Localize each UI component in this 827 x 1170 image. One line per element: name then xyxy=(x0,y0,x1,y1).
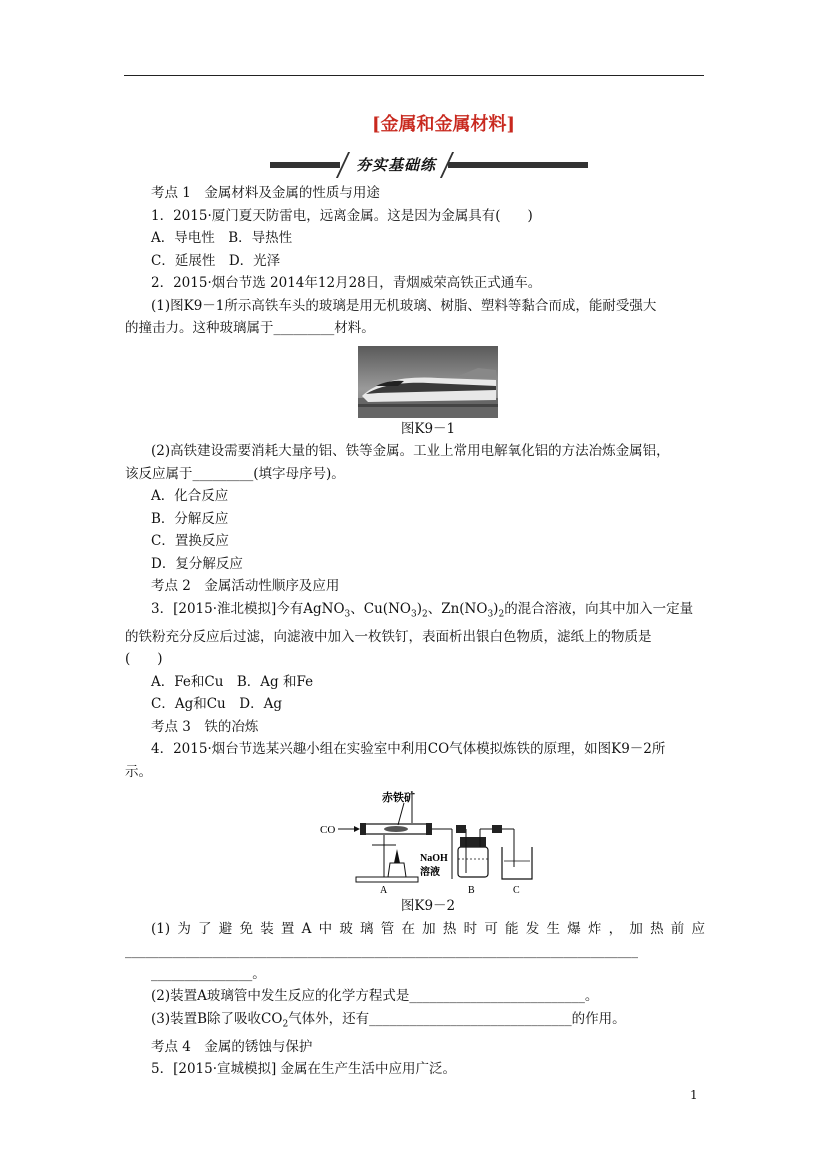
question-2-option-b: B．分解反应 xyxy=(151,510,229,527)
question-4-stem-line-1: 4．2015·烟台节选某兴趣小组在实验室中利用CO气体模拟炼铁的原理，如图K9－2所 xyxy=(151,741,666,758)
figure-k9-2-caption: 图K9－2 xyxy=(400,898,456,915)
question-3-stem: 3．[2015·淮北模拟]今有AgNO$_3$、$Cu(NO_3)_2$、$Zn(NO_3)_2$的混合溶液，向其中加入一定量 xyxy=(151,600,694,620)
section-heading-3: 考点 3 铁的冶炼 xyxy=(151,718,259,735)
banner-bar-left xyxy=(270,162,340,168)
question-2-part-2-line-2: 该反应属于_________(填字母序号)。 xyxy=(125,465,345,482)
question-4-part-1-line-1: (1)为了避免装置A中玻璃管在加热时可能发生爆炸，加热前应 xyxy=(151,920,705,937)
banner-label: 夯实基础练 xyxy=(355,156,436,174)
question-4-stem-line-2: 示。 xyxy=(125,763,152,780)
page-number: 1 xyxy=(690,1088,698,1102)
naoh-label: NaOH xyxy=(420,853,448,865)
section-heading-4: 考点 4 金属的锈蚀与保护 xyxy=(151,1038,313,1055)
question-2-option-a: A．化合反应 xyxy=(151,488,229,504)
question-5-stem: 5．[2015·宣城模拟] 金属在生产生活中应用广泛。 xyxy=(151,1061,457,1078)
question-1-options-cd: C．延展性 D．光泽 xyxy=(151,252,281,269)
question-2-part-1-line-2: 的撞击力。这种玻璃属于_________材料。 xyxy=(125,320,375,336)
figure-k9-1-caption: 图K9－1 xyxy=(400,420,456,437)
ore-label: 赤铁矿 xyxy=(382,792,415,805)
co-label: CO xyxy=(320,824,336,837)
question-3-line-2: 的铁粉充分反应后过滤，向滤液中加入一枚铁钉，表面析出银白色物质，滤纸上的物质是 xyxy=(125,628,652,645)
question-2-part-2-line-1: (2)高铁建设需要消耗大量的铝、铁等金属。工业上常用电解氧化铝的方法冶炼金属铝， xyxy=(151,443,670,459)
section-heading-1: 考点 1 金属材料及金属的性质与用途 xyxy=(151,185,380,201)
question-2-part-1-line-1: (1)图K9－1所示高铁车头的玻璃是用无机玻璃、树脂、塑料等黏合而成，能耐受强大 xyxy=(151,297,657,314)
question-1-stem: 1．2015·厦门夏天防雷电，远离金属。这是因为金属具有( ) xyxy=(151,207,533,224)
question-1-options-ab: A．导电性 B．导热性 xyxy=(151,230,293,246)
question-2-option-d: D．复分解反应 xyxy=(151,555,243,572)
apparatus-c-label: C xyxy=(513,885,520,896)
question-3-answer-bracket: ( ) xyxy=(125,651,163,668)
solution-label: 溶液 xyxy=(420,867,440,879)
worksheet-body xyxy=(125,182,705,1081)
section-heading-2: 考点 2 金属活动性顺序及应用 xyxy=(151,578,340,594)
question-4-part-1-blank: ____________________________________________________________________________ xyxy=(125,943,638,960)
banner-bar-right xyxy=(448,162,588,168)
question-4-part-1-blank-end: _______________。 xyxy=(151,965,266,982)
question-3-options-ab: A．Fe和Cu B．Ag 和Fe xyxy=(151,673,314,690)
question-2-stem: 2．2015·烟台节选 2014年12月28日，青烟威荣高铁正式通车。 xyxy=(151,275,542,291)
header-rule xyxy=(124,75,704,76)
question-4-part-2: (2)装置A玻璃管中发生反应的化学方程式是__________________________。 xyxy=(151,988,599,1005)
page-title: [金属和金属材料] xyxy=(371,114,516,135)
apparatus-b-label: B xyxy=(468,885,475,896)
iron-smelting-apparatus-diagram xyxy=(320,787,550,895)
question-3-options-cd: C．Ag和Cu D．Ag xyxy=(151,696,282,713)
high-speed-train-photo xyxy=(358,346,498,418)
question-2-option-c: C．置换反应 xyxy=(151,533,229,549)
apparatus-a-label: A xyxy=(380,885,388,896)
question-4-part-3: (3)装置B除了吸收$CO_2$气体外，还有______________________________的作用。 xyxy=(151,1010,626,1030)
section-banner xyxy=(270,152,588,178)
